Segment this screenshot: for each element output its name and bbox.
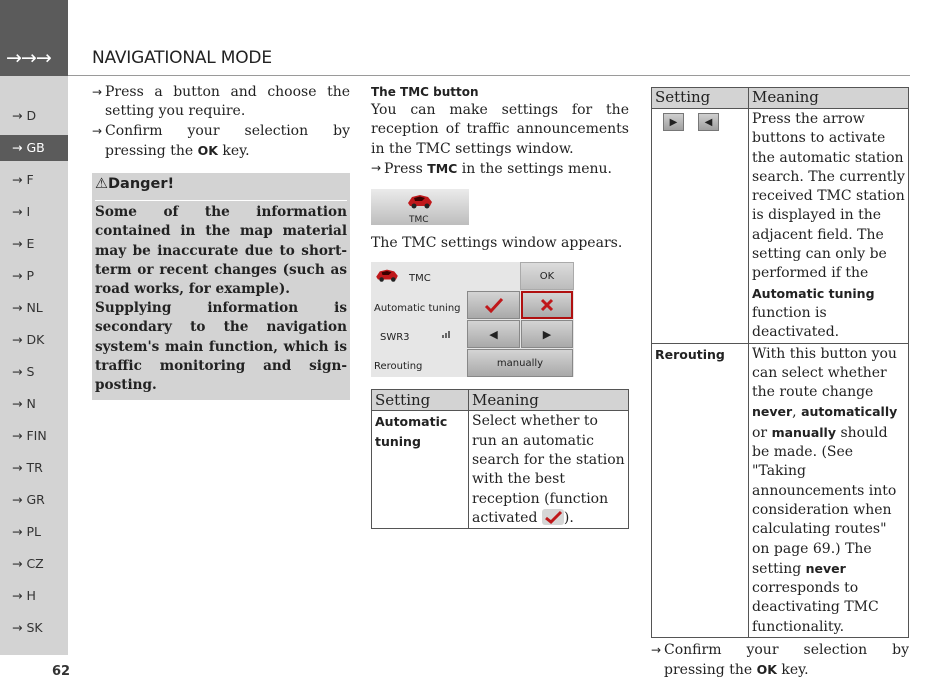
sidebar-item-language[interactable]: → GR xyxy=(12,492,45,507)
column-middle xyxy=(371,83,629,529)
table-cell-setting xyxy=(652,109,749,344)
table-cell-setting: Automatic tuning xyxy=(372,411,469,529)
table-row xyxy=(652,109,909,344)
settings-table xyxy=(371,389,629,529)
auto-tuning-on-button[interactable] xyxy=(467,291,520,319)
automatic-tuning-label: Automatic tuning xyxy=(374,303,461,315)
window-title: TMC xyxy=(409,273,431,285)
sidebar-item-language[interactable]: → PL xyxy=(12,524,41,539)
page-title: NAVIGATIONAL MODE xyxy=(92,48,272,68)
table-row xyxy=(372,411,629,529)
ok-key-label: OK xyxy=(756,662,777,678)
table-header-row xyxy=(652,88,909,109)
logo-arrows: →→→ xyxy=(0,0,68,76)
table-header-setting: Setting xyxy=(652,88,749,109)
column-left xyxy=(92,83,350,400)
ok-button[interactable]: OK xyxy=(520,262,574,290)
section-heading: The TMC button xyxy=(371,85,479,99)
sidebar-item-language[interactable]: → NL xyxy=(12,300,43,315)
arrow-right-icon: ▶ xyxy=(542,327,552,341)
table-cell-meaning: Select whether to run an automatic search for the station with the best reception (function activated ). xyxy=(469,411,629,529)
sidebar-item-language[interactable]: → TR xyxy=(12,460,43,475)
instruction-text: Press a button and choose the setting you require. xyxy=(105,84,350,120)
signal-icon xyxy=(442,329,452,338)
station-search-forward-button[interactable] xyxy=(521,320,573,348)
sidebar-item-language[interactable]: → S xyxy=(12,364,35,379)
arrow-left-icon: ◀ xyxy=(489,327,498,341)
sidebar-item-language[interactable]: → P xyxy=(12,268,34,283)
tmc-settings-window xyxy=(371,262,574,377)
table-header-setting: Setting xyxy=(372,390,469,411)
checkmark-icon xyxy=(542,509,564,525)
arrow-icon: → xyxy=(371,160,382,175)
danger-text: Some of the information contained in the map material may be inaccurate due to short-term or recent changes (such as road works, for example). Supplying information is secondary to the navigation system's main function, which is traffic monitoring and sign-posting. xyxy=(95,204,347,394)
instruction-bullet xyxy=(651,641,909,681)
arrow-icon: → xyxy=(651,643,662,658)
instruction-bullet xyxy=(371,159,629,179)
rerouting-label: Rerouting xyxy=(374,361,423,373)
sidebar-item-language[interactable]: → DK xyxy=(12,332,45,347)
danger-box xyxy=(92,173,350,400)
sidebar-item-language[interactable]: → CZ xyxy=(12,556,44,571)
instruction-text: Confirm your selection by pressing the OK key. xyxy=(105,122,350,159)
instruction-text: Press TMC in the settings menu. xyxy=(384,160,612,177)
sidebar-item-language[interactable]: → E xyxy=(12,236,35,251)
station-name: SWR3 xyxy=(380,332,410,344)
table-header-meaning: Meaning xyxy=(749,88,909,109)
table-row xyxy=(652,343,909,637)
checkmark-icon xyxy=(484,297,504,313)
tmc-button-label: TMC xyxy=(409,215,429,226)
sidebar-item-language[interactable]: → I xyxy=(12,204,31,219)
arrow-left-icon: ◀ xyxy=(698,113,719,131)
sidebar-item-language[interactable]: → D xyxy=(12,108,37,123)
table-header-meaning: Meaning xyxy=(469,390,629,411)
header-divider xyxy=(68,75,910,76)
arrow-icon: → xyxy=(92,123,103,138)
rerouting-button[interactable]: manually xyxy=(467,349,573,377)
page-number: 62 xyxy=(52,664,71,679)
sidebar-item-language[interactable]: → SK xyxy=(12,620,43,635)
car-icon xyxy=(406,191,434,211)
car-icon xyxy=(373,266,401,284)
arrow-right-icon: ▶ xyxy=(663,113,684,131)
sidebar-item-language[interactable]: → GB xyxy=(0,135,68,161)
danger-title: ⚠Danger! xyxy=(95,173,347,201)
tmc-key-label: TMC xyxy=(427,160,458,176)
station-search-back-button[interactable] xyxy=(467,320,520,348)
table-header-row xyxy=(372,390,629,411)
paragraph: You can make settings for the reception of traffic announcements in the TMC settings window. xyxy=(371,102,629,157)
sidebar-item-language[interactable]: → H xyxy=(12,588,36,603)
paragraph: The TMC settings window appears. xyxy=(371,235,623,252)
sidebar-item-language[interactable]: → N xyxy=(12,396,36,411)
sidebar-item-language[interactable]: → FIN xyxy=(12,428,47,443)
instruction-bullet xyxy=(92,83,350,122)
instruction-bullet xyxy=(92,122,350,162)
table-cell-setting: Rerouting xyxy=(652,343,749,637)
settings-table xyxy=(651,87,909,638)
cross-icon xyxy=(539,297,555,313)
table-cell-meaning: With this button you can select whether the route change never, automatically or manually should be made. (See "Taking announcements into consideration when calculating routes" on page 69.) The setting never corresponds to deactivating TMC functionality. xyxy=(749,343,909,637)
column-right xyxy=(651,87,909,681)
tmc-button-image xyxy=(371,189,469,225)
arrow-icon: → xyxy=(92,85,103,99)
sidebar-item-language[interactable]: → F xyxy=(12,172,34,187)
warning-icon: ⚠ xyxy=(95,176,108,193)
instruction-text: Confirm your selection by pressing the OK key. xyxy=(664,642,909,679)
table-cell-meaning: Press the arrow buttons to activate the automatic station search. The currently received TMC station is displayed in the adjacent field. The setting can only be performed if the Automatic tuning function is deactivated. xyxy=(749,109,909,344)
ok-key-label: OK xyxy=(197,142,218,158)
auto-tuning-off-button[interactable] xyxy=(521,291,573,319)
